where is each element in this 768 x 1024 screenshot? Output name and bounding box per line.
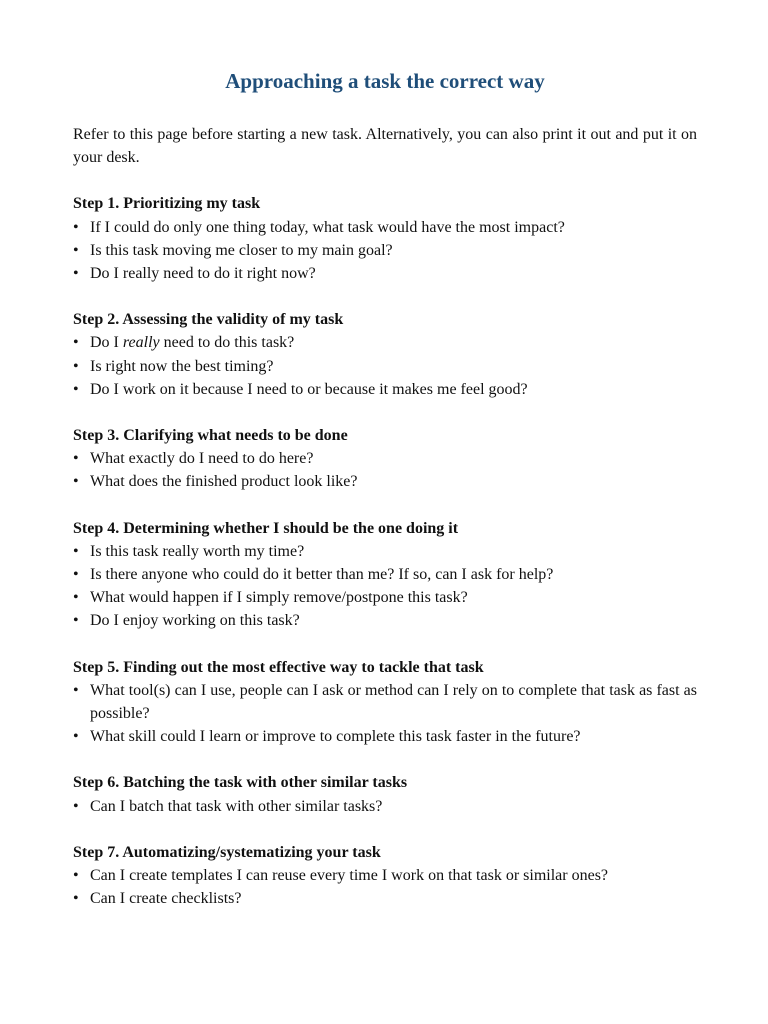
step-4-section [73, 517, 697, 633]
intro-paragraph: Refer to this page before starting a new task. Alternatively, you can also print it out and put it on your desk. [73, 126, 697, 167]
bullet-list [73, 331, 697, 401]
list-item [73, 679, 697, 725]
list-item [73, 586, 697, 609]
bullet-marker: • [73, 450, 79, 468]
list-item-text: What tool(s) can I use, people can I ask or method can I rely on to complete that task as fast as possible? [90, 681, 697, 723]
step-3-section [73, 424, 697, 494]
list-item [73, 725, 697, 748]
list-item-text: What skill could I learn or improve to complete this task faster in the future? [90, 728, 581, 746]
list-item-text: Can I create checklists? [90, 890, 242, 908]
bullet-marker: • [73, 589, 79, 607]
list-item-text: Is there anyone who could do it better than me? If so, can I ask for help? [90, 566, 554, 584]
bullet-list [73, 795, 697, 818]
bullet-list [73, 216, 697, 286]
bullet-marker: • [73, 612, 79, 630]
bullet-marker: • [73, 867, 79, 885]
bullet-list [73, 679, 697, 749]
list-item [73, 378, 697, 401]
list-item-text: Is right now the best timing? [90, 357, 274, 375]
list-item-text: What does the finished product look like? [90, 473, 358, 491]
step-6-section [73, 771, 697, 817]
step-heading: Step 7. Automatizing/systematizing your task [73, 843, 381, 861]
step-heading: Step 3. Clarifying what needs to be done [73, 427, 348, 445]
step-2-section [73, 308, 697, 401]
bullet-list [73, 864, 697, 910]
step-heading: Step 2. Assessing the validity of my task [73, 311, 344, 329]
list-item-text: Is this task moving me closer to my main goal? [90, 241, 393, 259]
bullet-marker: • [73, 566, 79, 584]
bullet-marker: • [73, 473, 79, 491]
list-item [73, 331, 697, 354]
list-item-text: Do I really need to do it right now? [90, 265, 316, 283]
list-item-text-after: need to do this task? [159, 334, 295, 352]
step-1-section [73, 192, 697, 285]
list-item-text: Do I work on it because I need to or because it makes me feel good? [90, 380, 528, 398]
bullet-marker: • [73, 334, 79, 352]
bullet-marker: • [73, 241, 79, 259]
list-item-text-before: Do I [90, 334, 123, 352]
bullet-list [73, 540, 697, 633]
document-title: Approaching a task the correct way [225, 69, 545, 93]
list-item-emphasis: really [122, 334, 160, 352]
list-item [73, 887, 697, 910]
list-item [73, 795, 697, 818]
list-item [73, 216, 697, 239]
list-item [73, 540, 697, 563]
bullet-marker: • [73, 797, 79, 815]
bullet-marker: • [73, 218, 79, 236]
bullet-marker: • [73, 681, 79, 699]
list-item [73, 355, 697, 378]
bullet-marker: • [73, 542, 79, 560]
bullet-marker: • [73, 380, 79, 398]
list-item-text: What exactly do I need to do here? [90, 450, 314, 468]
document-page [73, 66, 697, 933]
list-item-text: Do I enjoy working on this task? [90, 612, 300, 630]
list-item [73, 262, 697, 285]
list-item [73, 239, 697, 262]
bullet-marker: • [73, 265, 79, 283]
bullet-marker: • [73, 357, 79, 375]
list-item [73, 447, 697, 470]
list-item-text: What would happen if I simply remove/postpone this task? [90, 589, 468, 607]
bullet-marker: • [73, 890, 79, 908]
step-5-section [73, 656, 697, 749]
list-item [73, 563, 697, 586]
bullet-marker: • [73, 728, 79, 746]
list-item-text: Is this task really worth my time? [90, 542, 305, 560]
bullet-list [73, 447, 697, 493]
step-heading: Step 1. Prioritizing my task [73, 195, 261, 213]
list-item [73, 609, 697, 632]
list-item [73, 864, 697, 887]
list-item-text: Can I batch that task with other similar tasks? [90, 797, 383, 815]
step-heading: Step 6. Batching the task with other similar tasks [73, 774, 408, 792]
list-item-text: Can I create templates I can reuse every time I work on that task or similar ones? [90, 867, 609, 885]
step-heading: Step 4. Determining whether I should be the one doing it [73, 519, 459, 537]
step-heading: Step 5. Finding out the most effective way to tackle that task [73, 658, 484, 676]
list-item [73, 470, 697, 493]
step-7-section [73, 841, 697, 911]
list-item-text: If I could do only one thing today, what task would have the most impact? [90, 218, 565, 236]
